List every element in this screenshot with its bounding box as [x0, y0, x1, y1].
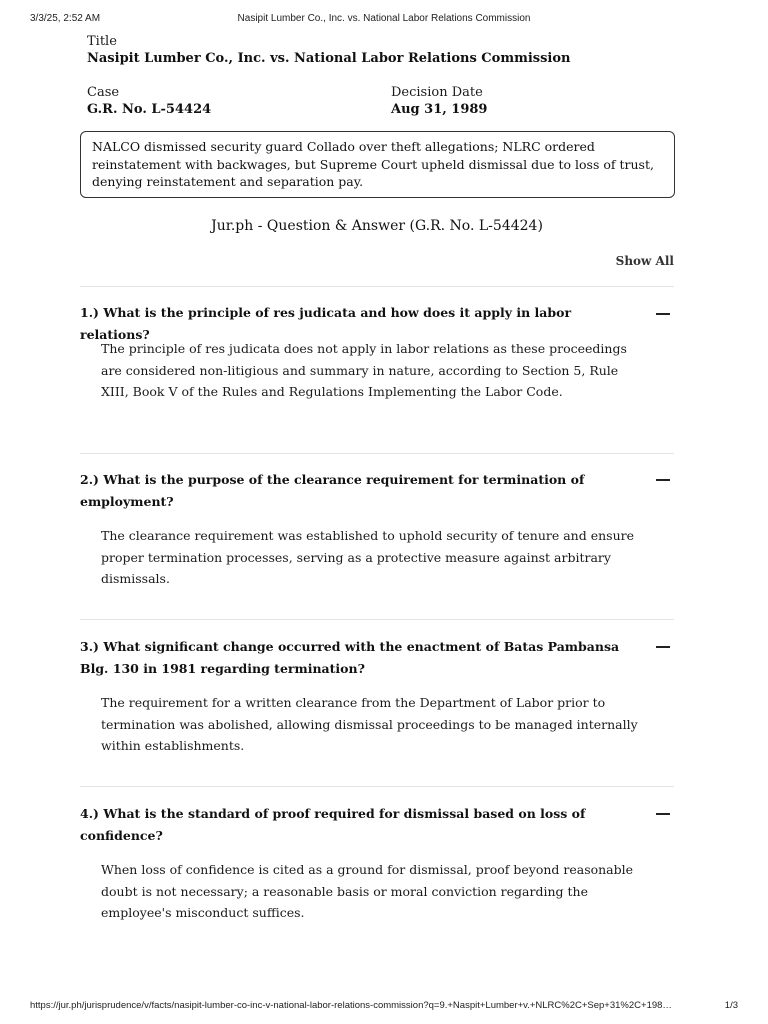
divider — [80, 453, 674, 454]
case-label: Case — [87, 85, 120, 100]
case-summary-text: NALCO dismissed security guard Collado over theft allegations; NLRC ordered reinstatement with backwages, but Supreme Court upheld dismissal due to loss of trust, denying reinstatement and separation pay. — [92, 139, 654, 189]
minus-icon[interactable] — [656, 813, 670, 815]
decision-date: Aug 31, 1989 — [391, 102, 488, 117]
page-number: 1/3 — [724, 1000, 738, 1011]
minus-icon[interactable] — [656, 646, 670, 648]
answer-3: The requirement for a written clearance from the Department of Labor prior to termination was abolished, allowing dismissal proceedings to be managed internally within establishments. — [101, 695, 638, 753]
question-4[interactable]: 4.) What is the standard of proof required for dismissal based on loss of confidence? — [80, 806, 586, 843]
decision-date-label: Decision Date — [391, 85, 483, 100]
qa-section-title: Jur.ph - Question & Answer (G.R. No. L-54424) — [211, 218, 543, 234]
question-2[interactable]: 2.) What is the purpose of the clearance requirement for termination of employment? — [80, 472, 585, 509]
question-3[interactable]: 3.) What significant change occurred with the enactment of Batas Pambansa Blg. 130 in 1981 regarding termination? — [80, 639, 620, 676]
minus-icon[interactable] — [656, 479, 670, 481]
divider — [80, 619, 674, 620]
case-title: Nasipit Lumber Co., Inc. vs. National Labor Relations Commission — [87, 51, 571, 66]
answer-4: When loss of confidence is cited as a ground for dismissal, proof beyond reasonable doubt is not necessary; a reasonable basis or moral conviction regarding the employee's misconduct suffices. — [101, 862, 634, 920]
question-1[interactable]: 1.) What is the principle of res judicata and how does it apply in labor relations? — [80, 305, 572, 342]
answer-1: The principle of res judicata does not apply in labor relations as these proceedings are considered non-litigious and summary in nature, according to Section 5, Rule XIII, Book V of the Rules and Regulations Implementing the Labor Code. — [101, 341, 627, 399]
divider — [80, 786, 674, 787]
title-label: Title — [87, 34, 117, 49]
print-timestamp: 3/3/25, 2:52 AM — [30, 13, 101, 24]
print-document-title: Nasipit Lumber Co., Inc. vs. National Labor Relations Commission — [237, 13, 531, 24]
case-summary-box — [80, 131, 675, 198]
answer-2: The clearance requirement was established to uphold security of tenure and ensure proper termination processes, serving as a protective measure against arbitrary dismissals. — [101, 528, 634, 586]
case-number: G.R. No. L-54424 — [87, 102, 212, 117]
minus-icon[interactable] — [656, 313, 670, 315]
divider — [80, 286, 674, 287]
print-url[interactable]: https://jur.ph/jurisprudence/v/facts/nasipit-lumber-co-inc-v-national-labor-relations-commission?q=9.+Naspit+Lumber+v.+NLRC%2C+Sep+31%2C+198… — [30, 1000, 672, 1011]
show-all-button[interactable]: Show All — [615, 254, 674, 268]
